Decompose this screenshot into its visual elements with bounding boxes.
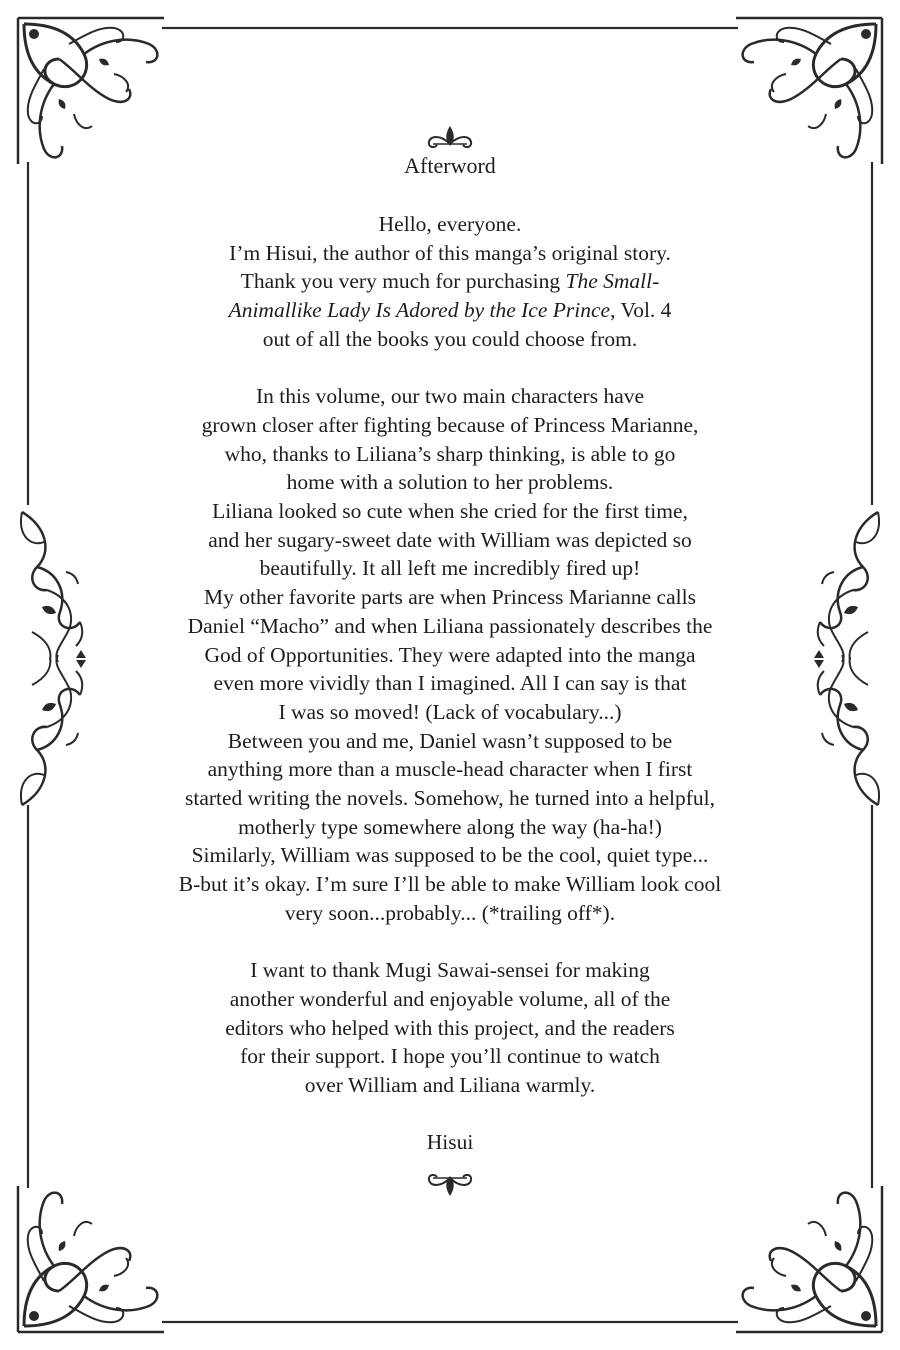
text-segment: I want to thank Mugi Sawai-sensei for making xyxy=(250,958,650,983)
text-line xyxy=(120,526,780,555)
text-line xyxy=(120,440,780,469)
text-segment: editors who helped with this project, and the readers xyxy=(225,1015,675,1040)
text-line xyxy=(120,468,780,497)
text-segment: even more vividly than I imagined. All I can say is that xyxy=(213,671,687,696)
text-segment: beautifully. It all left me incredibly fired up! xyxy=(259,556,641,581)
text-segment: another wonderful and enjoyable volume, all of the xyxy=(229,986,671,1011)
text-line xyxy=(120,841,780,870)
text-line xyxy=(120,870,780,899)
afterword-body xyxy=(120,150,780,1157)
text-line xyxy=(120,583,780,612)
text-segment: and her sugary-sweet date with William was depicted so xyxy=(208,527,692,552)
book-title-text: The Small- xyxy=(565,269,660,294)
text-line xyxy=(120,899,780,928)
fleur-divider-icon xyxy=(425,124,475,148)
text-line xyxy=(120,813,780,842)
paragraph xyxy=(120,210,780,354)
text-segment: Thank you very much for purchasing xyxy=(240,269,566,294)
text-line xyxy=(120,956,780,985)
text-line xyxy=(120,669,780,698)
page-title: Afterword xyxy=(404,153,496,178)
text-segment: over William and Liliana warmly. xyxy=(304,1073,596,1098)
text-line xyxy=(120,985,780,1014)
text-segment: Liliana looked so cute when she cried for the first time, xyxy=(212,499,688,524)
text-line xyxy=(120,755,780,784)
text-segment: started writing the novels. Somehow, he turned into a helpful, xyxy=(184,786,716,811)
text-segment: Daniel “Macho” and when Liliana passionately describes the xyxy=(187,613,713,638)
text-segment: In this volume, our two main characters have xyxy=(255,384,645,409)
text-segment: I was so moved! (Lack of vocabulary...) xyxy=(278,699,622,724)
text-line xyxy=(120,497,780,526)
paragraph xyxy=(120,956,780,1100)
text-segment: Between you and me, Daniel wasn’t supposed to be xyxy=(227,728,673,753)
text-line xyxy=(120,641,780,670)
text-segment: home with a solution to her problems. xyxy=(286,470,614,495)
text-line xyxy=(120,210,780,239)
text-line xyxy=(120,1071,780,1100)
text-line xyxy=(120,554,780,583)
text-line xyxy=(120,411,780,440)
text-segment: very soon...probably... (*trailing off*). xyxy=(284,900,616,925)
text-segment: Similarly, William was supposed to be the cool, quiet type... xyxy=(191,843,709,868)
text-segment: for their support. I hope you’ll continue to watch xyxy=(240,1044,660,1069)
text-segment: , Vol. 4 xyxy=(610,298,672,323)
text-segment: grown closer after fighting because of Princess Marianne, xyxy=(201,412,699,437)
text-segment: out of all the books you could choose from. xyxy=(262,326,638,351)
text-segment: motherly type somewhere along the way (ha-ha!) xyxy=(238,814,662,839)
text-line xyxy=(120,727,780,756)
text-line xyxy=(120,612,780,641)
author-signature: Hisui xyxy=(426,1130,474,1155)
text-segment: Hello, everyone. xyxy=(378,212,522,236)
text-segment: who, thanks to Liliana’s sharp thinking, is able to go xyxy=(224,441,676,466)
text-segment: anything more than a muscle-head character when I first xyxy=(207,757,693,782)
text-line xyxy=(120,296,780,325)
text-segment: I’m Hisui, the author of this manga’s original story. xyxy=(229,240,671,265)
text-line xyxy=(120,698,780,727)
text-segment: My other favorite parts are when Princess Marianne calls xyxy=(204,585,696,610)
text-line xyxy=(120,325,780,354)
text-line xyxy=(120,1042,780,1071)
text-segment: God of Opportunities. They were adapted into the manga xyxy=(204,642,696,667)
text-line xyxy=(120,1014,780,1043)
paragraph xyxy=(120,382,780,927)
paragraphs xyxy=(120,210,780,1100)
text-line xyxy=(120,239,780,268)
book-title-text: Animallike Lady Is Adored by the Ice Prince xyxy=(228,298,611,323)
text-line xyxy=(120,382,780,411)
text-line xyxy=(120,267,780,296)
fleur-divider-icon xyxy=(425,1174,475,1198)
text-segment: B-but it’s okay. I’m sure I’ll be able to make William look cool xyxy=(178,872,722,897)
text-line xyxy=(120,784,780,813)
